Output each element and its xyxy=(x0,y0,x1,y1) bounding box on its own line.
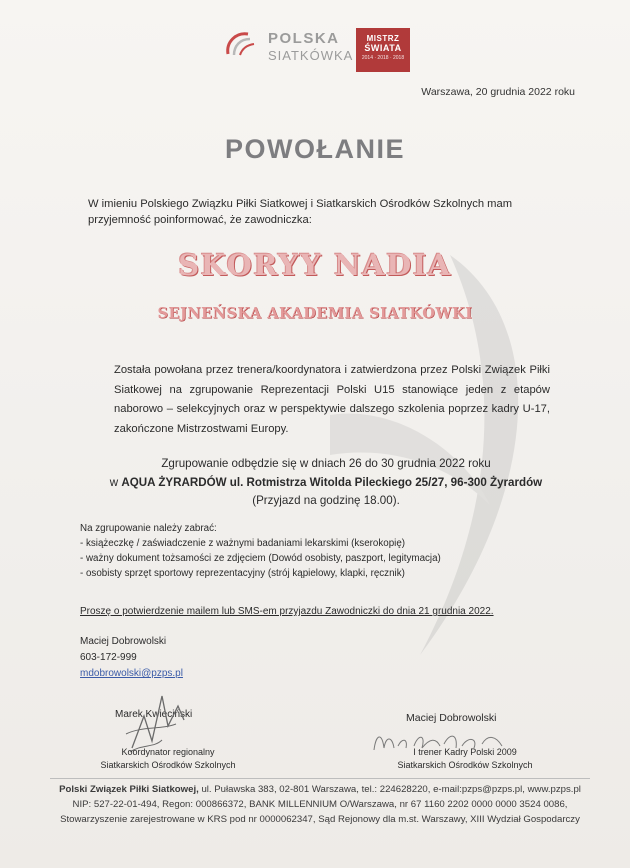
signature-left-role: Koordynator regionalny Siatkarskich Ośrodków Szkolnych xyxy=(100,747,236,770)
player-name: SKORYY NADIA xyxy=(178,248,452,282)
confirmation-request: Proszę o potwierdzenie mailem lub SMS-em przyjazdu Zawodniczki do dnia 21 grudnia 2022. xyxy=(80,606,494,617)
document-title: POWOŁANIE xyxy=(225,134,405,164)
contact-phone: 603-172-999 xyxy=(80,652,137,663)
contact-email-link[interactable]: mdobrowolski@pzps.pl xyxy=(80,668,183,679)
logo-text-polska: POLSKA xyxy=(268,30,340,47)
list-item: - osobisty sprzęt sportowy reprezentacyjny (strój kąpielowy, klapki, ręcznik) xyxy=(80,568,405,579)
meeting-arrival: (Przyjazd na godzinę 18.00). xyxy=(252,494,400,507)
document-date: Warszawa, 20 grudnia 2022 roku xyxy=(421,86,575,98)
meeting-dates: Zgrupowanie odbędzie się w dniach 26 do 30 grudnia 2022 roku xyxy=(161,457,491,470)
appointment-paragraph: Została powołana przez trenera/koordynatora i zatwierdzona przez Polski Związek Piłki Siatkowej na zgrupowanie Reprezentacji Polski U15 stanowiące jeden z etapów naborowo – selekcyjnych oraz w perspektywie dalszego szkolenia poprzez kadry U-17, zakończone Mistrzostwami Europy. xyxy=(114,364,550,435)
footer-line-2: NIP: 527-22-01-494, Regon: 000866372, BANK MILLENNIUM O/Warszawa, nr 67 1160 2202 0000 0000 3524 0086, xyxy=(72,799,568,810)
list-item: - ważny dokument tożsamości ze zdjęciem (Dowód osobisty, paszport, legitymacja) xyxy=(80,553,441,564)
footer-line-1: Polski Związek Piłki Siatkowej, ul. Puławska 383, 02-801 Warszawa, tel.: 224628220, e-mail:pzps@pzps.pl, www.pzps.pl xyxy=(59,784,581,795)
signature-left-name: Marek Kwieciński xyxy=(115,709,193,720)
signature-right-role: I trener Kadry Polski 2009 Siatkarskich Ośrodków Szkolnych xyxy=(397,747,533,770)
meeting-location: w AQUA ŻYRARDÓW ul. Rotmistrza Witolda Pileckiego 25/27, 96-300 Żyrardów xyxy=(109,475,543,489)
footer-line-3: Stowarzyszenie zarejestrowane w KRS pod nr 0000062347, Sąd Rejonowy dla m.st. Warszawy, XIII Wydział Gospodarczy xyxy=(60,814,580,825)
world-champion-badge xyxy=(356,28,410,72)
footer-divider xyxy=(50,778,590,779)
signature-right-name: Maciej Dobrowolski xyxy=(406,712,497,724)
logo-text-siatkowka: SIATKÓWKA xyxy=(268,48,354,63)
contact-block xyxy=(80,634,183,682)
intro-text: W imieniu Polskiego Związku Piłki Siatkowej i Siatkarskich Ośrodków Szkolnych mam przyjemność poinformować, że zawodniczka: xyxy=(88,198,513,226)
meeting-venue: AQUA ŻYRARDÓW ul. Rotmistrza Witolda Pileckiego 25/27, 96-300 Żyrardów xyxy=(121,475,543,489)
volleyball-logo-icon xyxy=(222,28,262,58)
footer xyxy=(40,782,600,827)
badge-line-3: 2014 · 2018 · 2018 xyxy=(361,55,405,61)
badge-line-2: ŚWIATA xyxy=(364,43,402,53)
contact-name: Maciej Dobrowolski xyxy=(80,636,167,647)
list-item: - książeczkę / zaświadczenie z ważnymi badaniami lekarskimi (kserokopię) xyxy=(80,538,406,549)
badge-line-1: MISTRZ xyxy=(366,34,400,43)
meeting-info xyxy=(86,455,566,511)
bring-heading: Na zgrupowanie należy zabrać: xyxy=(80,523,217,534)
bring-list xyxy=(80,521,560,581)
club-name: SEJNEŃSKA AKADEMIA SIATKÓWKI xyxy=(157,305,473,322)
